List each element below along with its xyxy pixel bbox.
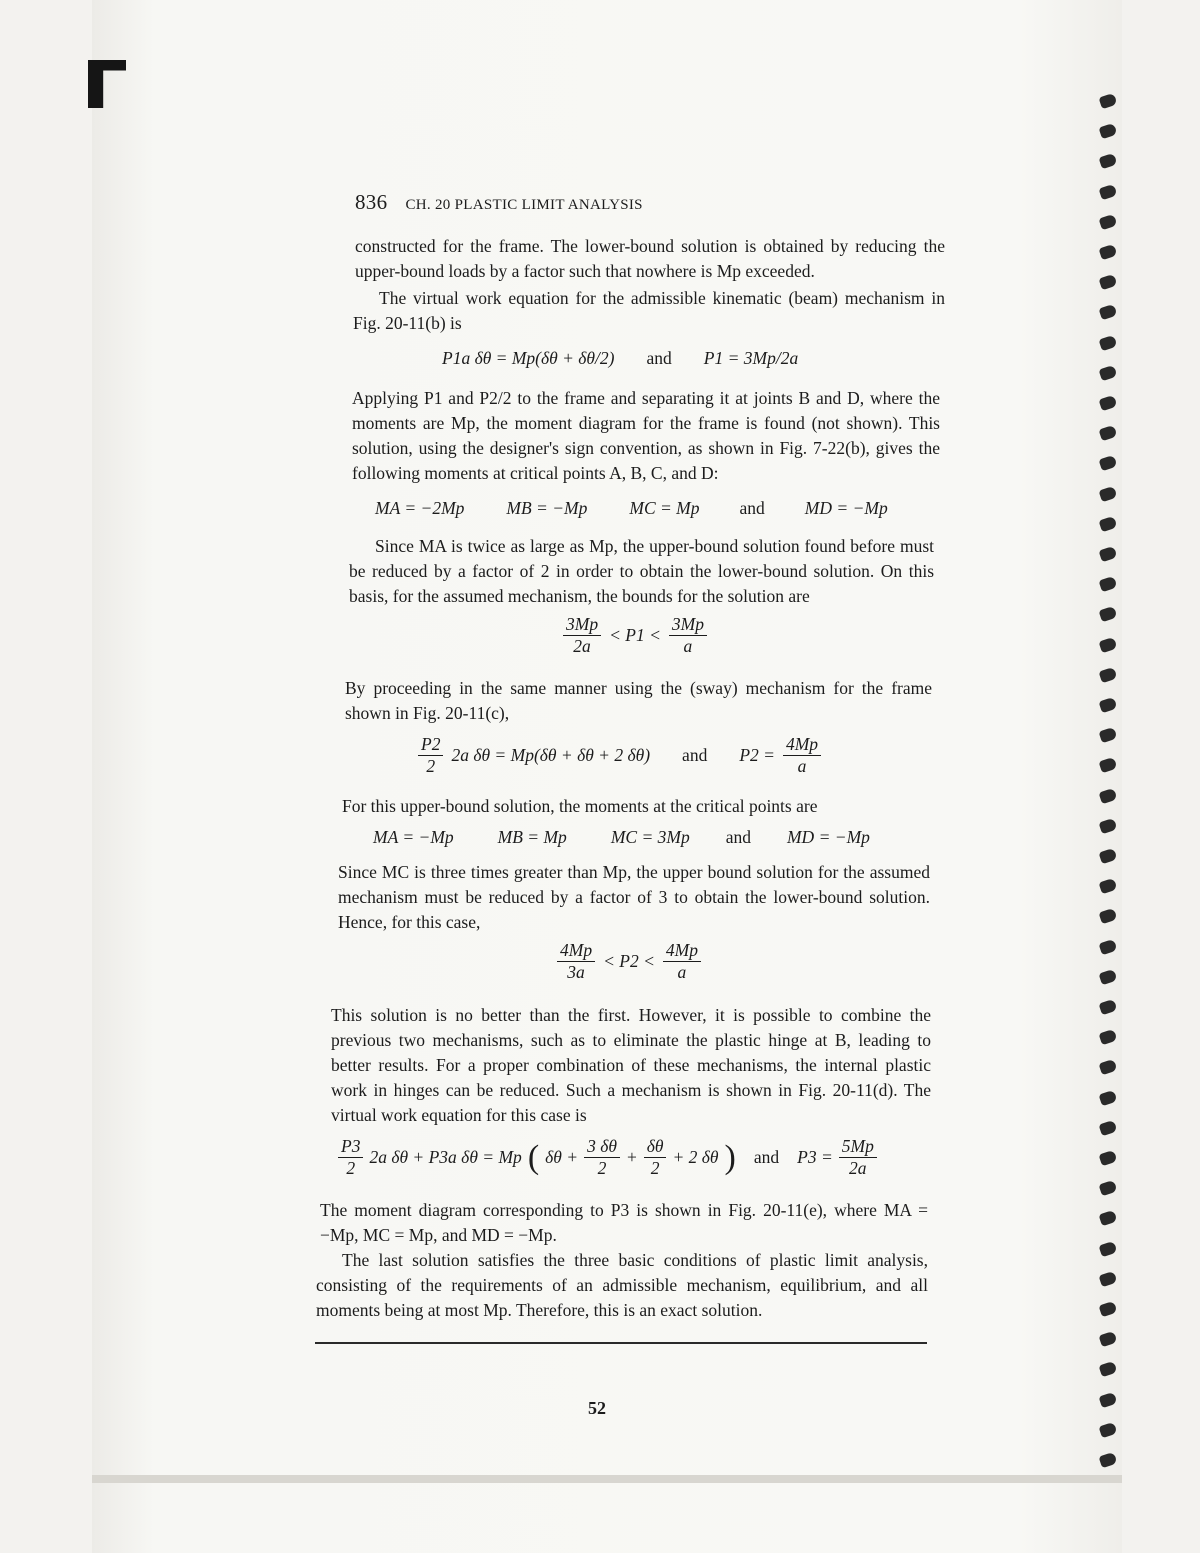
fraction [669, 614, 707, 657]
equation-sway-moments [373, 827, 870, 848]
chapter-title: CH. 20 PLASTIC LIMIT ANALYSIS [405, 197, 643, 213]
paragraph: constructed for the frame. The lower-bound solution is obtained by reducing the upper-bound loads by a factor such that nowhere is Mp exceeded. [355, 236, 945, 281]
fraction [644, 1136, 667, 1179]
fraction [418, 734, 443, 777]
denominator: a [677, 962, 687, 982]
equation-critical-moments [375, 498, 888, 519]
fraction [584, 1136, 620, 1179]
paragraph: By proceeding in the same manner using the (sway) mechanism for the frame shown in Fig. 20-11(c), [345, 678, 932, 723]
section-divider [315, 1342, 927, 1344]
equation-term: < P1 < [609, 625, 661, 645]
paragraph: The virtual work equation for the admissible kinematic (beam) mechanism in Fig. 20-11(b) is [353, 288, 945, 333]
left-parenthesis: ( [527, 1138, 540, 1176]
equation-term: + 2 δθ [672, 1147, 719, 1167]
denominator: 2 [650, 1158, 660, 1178]
equation-term: δθ + [545, 1147, 579, 1167]
denominator: 2a [573, 636, 591, 656]
numerator: 3Mp [563, 614, 601, 636]
equation-combined-mechanism [338, 1136, 877, 1179]
equation-term: MD = −Mp [804, 498, 888, 518]
paragraph: The last solution satisfies the three basic conditions of plastic limit analysis, consisting of the requirements of an admissible mechanism, equilibrium, and all moments being at most Mp. Therefore, this is an exact solution. [316, 1250, 928, 1320]
equation-term: 2a δθ + P3a δθ = Mp [369, 1147, 522, 1167]
equation-beam-mechanism [442, 348, 798, 369]
denominator: 2 [597, 1158, 607, 1178]
equation-term: + [625, 1147, 638, 1167]
equation-bounds-p2 [557, 940, 701, 983]
paragraph: Since MA is twice as large as Mp, the upper-bound solution found before must be reduced by a factor of 2 in order to obtain the lower-bound solution. On this basis, for the assumed mechanism, the bounds for the solution are [349, 536, 934, 606]
equation-term: P1 = 3Mp/2a [703, 348, 799, 368]
equation-term: MA = −Mp [373, 827, 454, 847]
right-parenthesis: ) [724, 1138, 736, 1176]
equation-term: 2a δθ = Mp(δθ + δθ + 2 δθ) [451, 745, 651, 765]
paragraph: The moment diagram corresponding to P3 is shown in Fig. 20-11(e), where MA = −Mp, MC = Mp, and MD = −Mp. [320, 1200, 928, 1245]
folio-number: 52 [588, 1398, 606, 1418]
equation-term: P2 = [739, 745, 775, 765]
equation-term: MB = −Mp [506, 498, 588, 518]
equation-conjunction: and [725, 827, 751, 847]
fraction [563, 614, 601, 657]
fraction [557, 940, 595, 983]
equation-conjunction: and [753, 1147, 780, 1167]
denominator: 2a [849, 1158, 867, 1178]
denominator: a [797, 756, 807, 776]
equation-term: P1a δθ = Mp(δθ + δθ/2) [442, 348, 615, 368]
equation-term: MA = −2Mp [375, 498, 465, 518]
running-header [355, 190, 643, 215]
equation-term: < P2 < [603, 951, 655, 971]
page-number: 836 [355, 190, 388, 214]
fraction [839, 1136, 877, 1179]
equation-conjunction: and [739, 498, 765, 518]
fraction [663, 940, 701, 983]
numerator: 3Mp [669, 614, 707, 636]
paragraph: For this upper-bound solution, the moments at the critical points are [342, 796, 818, 816]
denominator: 2 [346, 1158, 356, 1178]
denominator: 2 [426, 756, 436, 776]
numerator: 5Mp [839, 1136, 877, 1158]
equation-term: MC = 3Mp [610, 827, 690, 847]
paragraph: Since MC is three times greater than Mp, the upper bound solution for the assumed mechanism must be reduced by a factor of 3 to obtain the lower-bound solution. Hence, for this case, [338, 862, 930, 932]
numerator: 4Mp [663, 940, 701, 962]
equation-bounds-p1 [563, 614, 707, 657]
numerator: δθ [644, 1136, 667, 1158]
fraction [338, 1136, 363, 1179]
numerator: 3 δθ [584, 1136, 620, 1158]
numerator: 4Mp [783, 734, 821, 756]
equation-term: MD = −Mp [786, 827, 870, 847]
equation-conjunction: and [646, 348, 672, 368]
numerator: P3 [338, 1136, 363, 1158]
equation-sway-mechanism [418, 734, 821, 777]
paragraph: This solution is no better than the first. However, it is possible to combine the previous two mechanisms, such as to eliminate the plastic hinge at B, leading to better results. For a proper combination of these mechanisms, the internal plastic work in hinges can be reduced. Such a mechanism is shown in Fig. 20-11(d). The virtual work equation for this case is [331, 1005, 931, 1125]
denominator: 3a [567, 962, 585, 982]
equation-conjunction: and [682, 745, 708, 765]
fraction [783, 734, 821, 777]
equation-term: MB = Mp [497, 827, 567, 847]
numerator: P2 [418, 734, 443, 756]
numerator: 4Mp [557, 940, 595, 962]
equation-term: P3 = [797, 1147, 833, 1167]
paragraph: Applying P1 and P2/2 to the frame and separating it at joints B and D, where the moments are Mp, the moment diagram for the frame is found (not shown). This solution, using the designer's sign convention, as shown in Fig. 7-22(b), gives the following moments at critical points A, B, C, and D: [352, 388, 940, 483]
equation-term: MC = Mp [629, 498, 700, 518]
denominator: a [683, 636, 693, 656]
